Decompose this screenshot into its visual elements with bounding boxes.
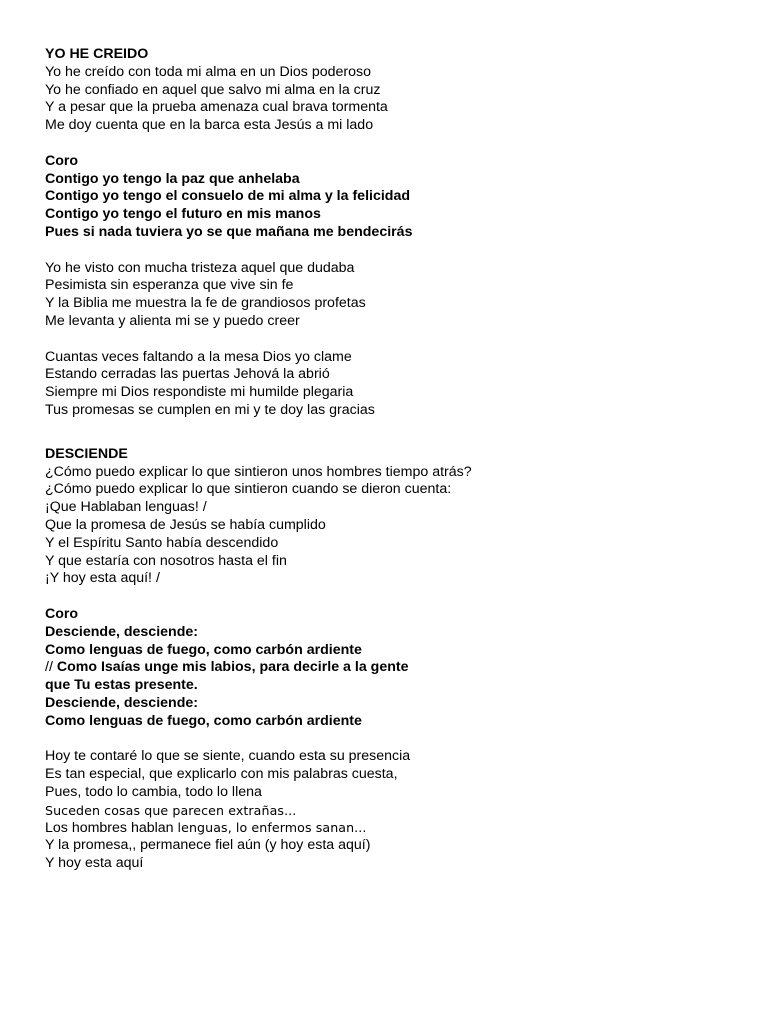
song-title: DESCIENDE xyxy=(45,445,128,462)
chorus-line: Como lenguas de fuego, como carbón ardiente xyxy=(45,712,362,729)
chorus-line: Contigo yo tengo la paz que anhelaba xyxy=(45,170,300,187)
lyric-line-part: lenguas, lo enfermos sanan... xyxy=(177,820,367,836)
chorus-line: Desciende, desciende: xyxy=(45,694,198,711)
lyric-line: Es tan especial, que explicarlo con mis palabras cuesta, xyxy=(45,766,398,783)
lyrics-document xyxy=(45,46,745,873)
lyric-line: Estando cerradas las puertas Jehová la abrió xyxy=(45,366,330,383)
lyric-line: ¡Que Hablaban lenguas! / xyxy=(45,499,207,516)
repeat-marker: // xyxy=(45,659,57,676)
lyric-line: Yo he creído con toda mi alma en un Dios poderoso xyxy=(45,63,371,80)
spacer xyxy=(45,135,745,153)
lyric-line: ¿Cómo puedo explicar lo que sintieron unos hombres tiempo atrás? xyxy=(45,463,472,480)
lyric-line: Pues, todo lo cambia, todo lo llena xyxy=(45,783,262,800)
lyric-line: Y a pesar que la prueba amenaza cual brava tormenta xyxy=(45,99,388,116)
spacer xyxy=(45,420,745,446)
lyric-line: Siempre mi Dios respondiste mi humilde plegaria xyxy=(45,384,354,401)
song-title: YO HE CREIDO xyxy=(45,46,149,62)
chorus-line: Desciende, desciende: xyxy=(45,623,198,640)
chorus-line: que Tu estas presente. xyxy=(45,677,198,694)
lyric-line: Y la promesa,, permanece fiel aún (y hoy esta aquí) xyxy=(45,837,371,854)
chorus-line: Como lenguas de fuego, como carbón ardiente xyxy=(45,641,362,658)
spacer xyxy=(45,331,745,349)
spacer xyxy=(45,588,745,606)
lyric-line: Y que estaría con nosotros hasta el fin xyxy=(45,552,287,569)
chorus-heading: Coro xyxy=(45,152,79,169)
chorus-line-text: Como Isaías unge mis labios, para decirle a la gente xyxy=(56,659,409,676)
lyric-line-part: Los hombres hablan xyxy=(45,820,178,837)
lyric-line: Me levanta y alienta mi se y puedo creer xyxy=(45,312,300,329)
chorus-line xyxy=(45,659,745,677)
lyric-line: Suceden cosas que parecen extrañas... xyxy=(45,802,297,818)
spacer xyxy=(45,242,745,260)
chorus-line: Contigo yo tengo el consuelo de mi alma y la felicidad xyxy=(45,188,411,205)
spacer xyxy=(45,730,745,748)
lyric-line: Y el Espíritu Santo había descendido xyxy=(45,534,279,551)
lyric-line: Y la Biblia me muestra la fe de grandiosos profetas xyxy=(45,295,366,312)
lyric-line: Yo he confiado en aquel que salvo mi alma en la cruz xyxy=(45,81,381,98)
lyric-line: Me doy cuenta que en la barca esta Jesús a mi lado xyxy=(45,117,374,134)
chorus-line: Pues si nada tuviera yo se que mañana me bendecirás xyxy=(45,223,413,240)
chorus-heading: Coro xyxy=(45,605,79,622)
lyric-line xyxy=(45,819,745,837)
lyric-line: ¿Cómo puedo explicar lo que sintieron cuando se dieron cuenta: xyxy=(45,481,452,498)
lyric-line: Tus promesas se cumplen en mi y te doy las gracias xyxy=(45,401,375,418)
lyric-line: Yo he visto con mucha tristeza aquel que dudaba xyxy=(45,259,355,276)
chorus-line: Contigo yo tengo el futuro en mis manos xyxy=(45,206,321,223)
lyric-line: Hoy te contaré lo que se siente, cuando esta su presencia xyxy=(45,748,411,765)
lyric-line: Y hoy esta aquí xyxy=(45,855,144,872)
lyric-line: Que la promesa de Jesús se había cumplido xyxy=(45,516,326,533)
lyric-line: Cuantas veces faltando a la mesa Dios yo clame xyxy=(45,348,352,365)
lyric-line: ¡Y hoy esta aquí! / xyxy=(45,570,160,587)
lyric-line: Pesimista sin esperanza que vive sin fe xyxy=(45,277,294,294)
